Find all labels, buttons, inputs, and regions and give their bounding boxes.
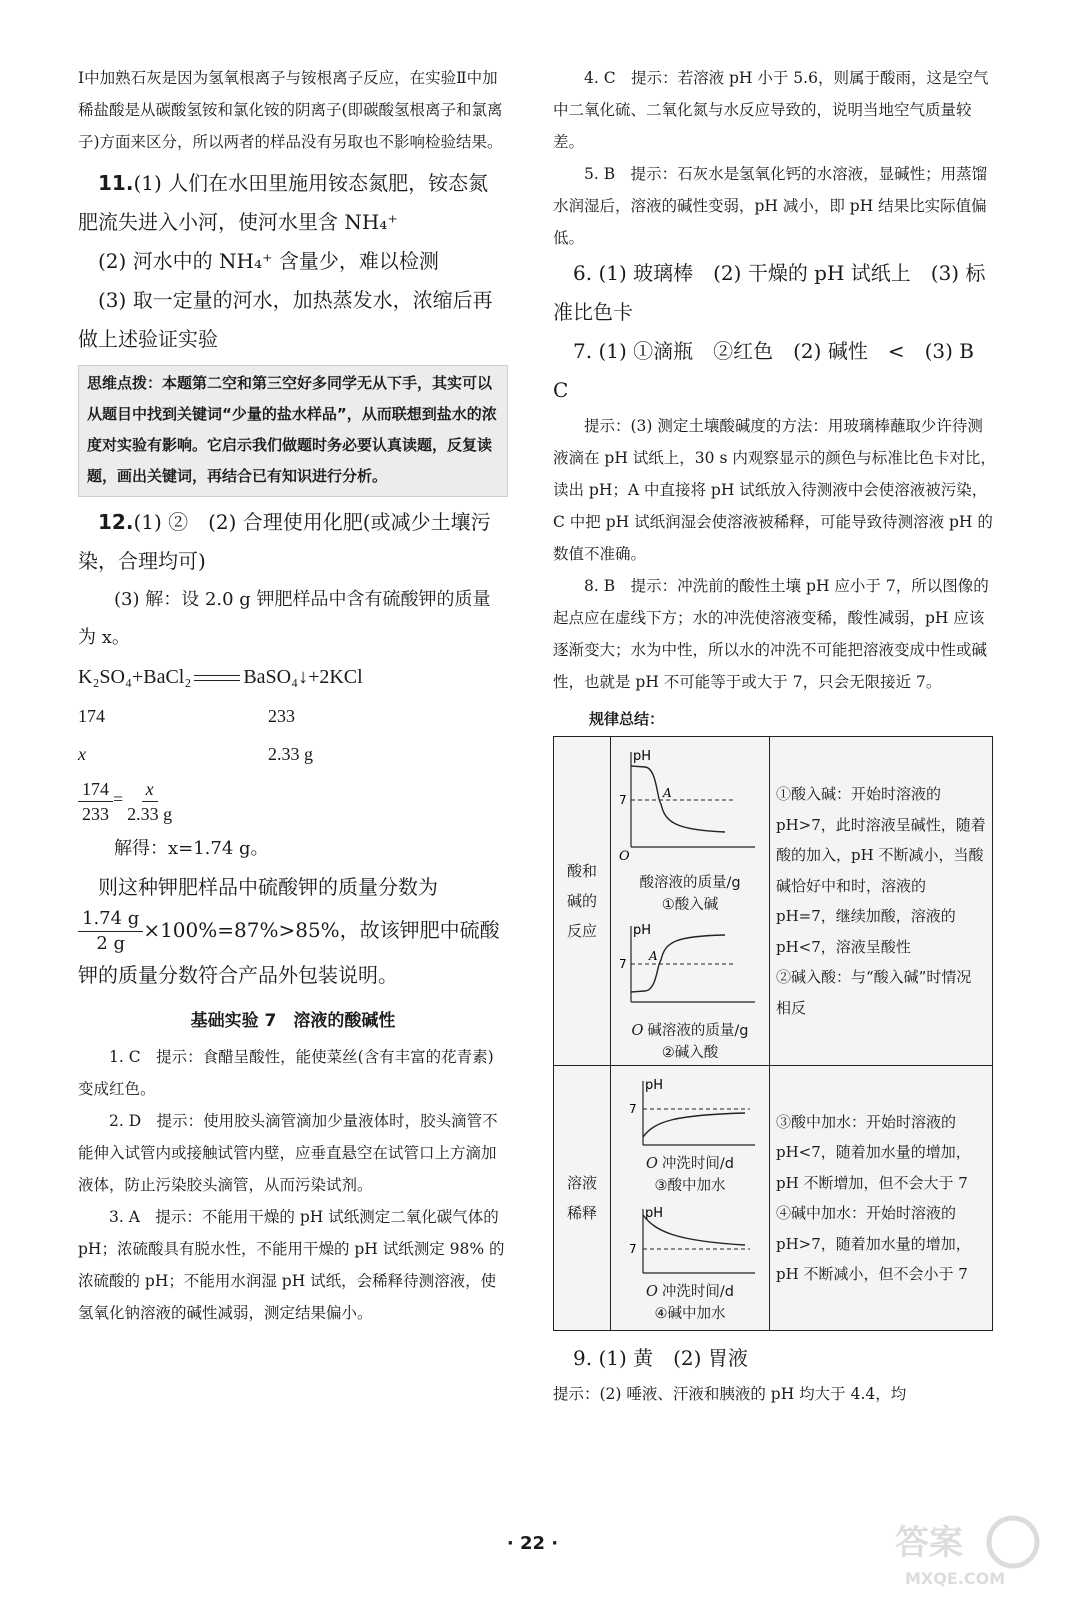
desc-dilution [770,1066,993,1331]
q11-part2: (2) 河水中的 NH₄⁺ 含量少，难以检测 [98,249,439,273]
graph-base-into-acid [615,920,765,1020]
watermark-logo [895,1510,1045,1590]
ph7-tick: 7 [619,793,627,807]
equals-sign: = [113,789,124,810]
graph-acid-into-base [615,742,765,872]
question-11 [78,164,508,359]
graph-water-into-acid [615,1073,765,1153]
graph1-caption: ①酸入碱 [661,897,719,913]
answer-5: 5. B 提示：石灰水是氢氧化钙的水溶液，显碱性；用蒸馏水润湿后，溶液的碱性变弱，pH 减小，即 pH 结果比实际值偏低。 [553,165,988,247]
answer-3: 3. A 提示：不能用干燥的 pH 试纸测定二氧化碳气体的 pH；浓硫酸具有脱水性，不能用干燥的 pH 试纸测定 98% 的浓硫酸的 pH；不能用水润湿 pH 试纸，会稀释待测溶液，使氢氧化钠溶液的碱性减弱，测定结果偏小。 [78,1208,505,1322]
desc-neutralization [770,737,993,1066]
answer-8: 8. B 提示：冲洗前的酸性土壤 pH 应小于 7，所以图像的起点应在虚线下方；水的冲洗使溶液变稀，酸性减弱，pH 应该逐渐变大；水为中性，所以水的冲洗不可能把溶液变成中性或碱性，也就是 pH 不可能等于或大于 7，只会无限接近 7。 [553,577,989,691]
answer-2: 2. D 提示：使用胶头滴管滴加少量液体时，胶头滴管不能伸入试管内或接触试管内壁，应垂直悬空在试管口上方滴加液体，防止污染胶头滴管，从而污染试剂。 [78,1112,498,1194]
question-12 [78,503,508,995]
proportion [78,777,508,826]
fraction-x-233g: $\frac{x}{2.33 g}$ [127,779,173,824]
answer-7: 7. (1) ①滴瓶 ②红色 (2) 碱性 < (3) B C [553,339,994,402]
continuation-text: Ⅰ中加熟石灰是因为氢氧根离子与铵根离子反应，在实验Ⅱ中加稀盐酸是从碳酸氢铵和氯化铵的阴离子(即碳酸氢根离子和氯离子)方面来区分，所以两者的样品没有另取也不影响检验结果。 [78,69,503,151]
solve-line: 解得：x=1.74 g。 [114,838,269,859]
answer-6: 6. (1) 玻璃棒 (2) 干燥的 pH 试纸上 (3) 标准比色卡 [553,261,986,324]
answer-9-tip: 提示：(2) 唾液、汗液和胰液的 pH 均大于 4.4，均 [553,1385,907,1403]
fraction-174-233: $\frac{174}{233}$ [78,777,113,826]
svg-text:MXQE.COM: MXQE.COM [905,1569,1006,1588]
y-axis-label: pH [645,1078,664,1093]
ph7-tick: 7 [619,957,627,971]
graph3-xlabel: 冲洗时间/d [661,1156,734,1172]
fraction-174-2: $\frac{1.74 g}{2 g}$ [78,907,143,956]
equation-equals [194,675,240,681]
desc-acid-into-base: ①酸入碱：开始时溶液的 pH>7，此时溶液呈碱性，随着酸的加入，pH 不断减小，当酸碱恰好中和时，溶液的 pH=7，继续加酸，溶液的 pH<7，溶液呈酸性 [776,785,986,956]
curve [643,1113,745,1137]
summary-title: 规律总结： [589,710,665,728]
page-number: · 22 · [506,1533,559,1554]
right-column [553,62,998,1410]
conclusion-line-2: $\frac{1.74 g}{2 g}$ ×100%=87%>85%，故该钾肥中硫酸钾的质量分数符合产品外包装说明。 [78,908,500,987]
graph2-caption: ②碱入酸 [661,1045,719,1061]
svg-text:答案: 答案 [895,1523,963,1563]
origin-label: O [619,849,630,864]
graph-cell-dilution: pH 7 O 冲洗时间/d ③酸中加水 pH 7 O 冲洗时间/d ④碱中加水 [611,1066,770,1331]
graph3-caption: ③酸中加水 [654,1178,726,1194]
graph-water-into-base [615,1201,765,1281]
q12-part1: (1) ② (2) 合理使用化肥(或减少土壤污染，合理均可) [78,510,491,573]
graph1-xlabel: 酸溶液的质量/g [639,875,741,891]
y-axis-label: pH [645,1206,664,1221]
category-neutralization: 酸和碱的反应 [554,737,611,1066]
left-column [78,62,508,1329]
point-a: A [649,949,658,963]
ph7-tick: 7 [629,1102,637,1116]
graph-cell-neutralization: pH 7 O A 酸溶液的质量/g ①酸入碱 pH 7 A O 碱溶液的质量/g ②碱入酸 [611,737,770,1066]
graph4-caption: ④碱中加水 [654,1306,726,1322]
y-axis-label: pH [633,923,652,938]
equation-rhs: BaSO₄↓+2KCl [243,666,363,688]
q11-part3: (3) 取一定量的河水，加热蒸发水，浓缩后再做上述验证实验 [78,288,493,351]
mass-row-1: 174 233 [78,706,295,726]
thinking-tip-box [78,365,508,497]
section-heading: 基础实验 7 溶液的酸碱性 [190,1011,396,1031]
equation-lhs: K₂SO₄+BaCl₂ [78,666,192,688]
graph2-xlabel: 碱溶液的质量/g [647,1023,749,1039]
q12-number: 12. [98,510,134,534]
desc-water-into-base: ④碱中加水：开始时溶液的 pH>7，随着加水量的增加，pH 不断减小，但不会小于 7 [776,1204,971,1283]
conclusion-line-1: 则这种钾肥样品中硫酸钾的质量分数为 [98,875,438,899]
answer-4: 4. C 提示：若溶液 pH 小于 5.6，则属于酸雨，这是空气中二氧化硫、二氧化氮与水反应导致的，说明当地空气质量较差。 [553,69,989,151]
q11-number: 11. [98,171,134,195]
category-dilution: 溶液稀释 [554,1066,611,1331]
graph4-xlabel: 冲洗时间/d [661,1284,734,1300]
y-axis-label: pH [633,749,652,764]
curve [631,766,725,832]
thinking-tip-text: 思维点拨：本题第二空和第三空好多同学无从下手，其实可以从题目中找到关键词“少量的盐水样品”，从而联想到盐水的浓度对实验有影响。它启示我们做题时务必要认真读题，反复读题，画出关键词，再结合已有知识进行分析。 [87,374,497,485]
answer-7-tip: 提示：(3) 测定土壤酸碱度的方法：用玻璃棒蘸取少许待测液滴在 pH 试纸上，30 s 内观察显示的颜色与标准比色卡对比，读出 pH；A 中直接将 pH 试纸放入待测液中会使溶液被污染，C 中把 pH 试纸润湿会使溶液被稀释，可能导致待测溶液 pH 的数值不准确。 [553,417,996,563]
rule-summary-table [553,736,993,1331]
q12-part3: (3) 解：设 2.0 g 钾肥样品中含有硫酸钾的质量为 x。 [78,589,491,648]
answer-1: 1. C 提示：食醋呈酸性，能使菜丝(含有丰富的花青素)变成红色。 [78,1048,494,1098]
mass-row-2: x 2.33 g [78,744,313,764]
desc-water-into-acid: ③酸中加水：开始时溶液的 pH<7，随着加水量的增加，pH 不断增加，但不会大于 7 [776,1112,971,1192]
q11-part1: (1) 人们在水田里施用铵态氮肥，铵态氮肥流失进入小河，使河水里含 NH₄⁺ [78,171,489,234]
desc-base-into-acid: ②碱入酸：与“酸入碱”时情况相反 [776,968,972,1017]
point-a: A [663,786,672,800]
ph7-tick: 7 [629,1242,637,1256]
answer-9: 9. (1) 黄 (2) 胃液 [573,1346,748,1370]
chemical-equation [78,657,508,697]
